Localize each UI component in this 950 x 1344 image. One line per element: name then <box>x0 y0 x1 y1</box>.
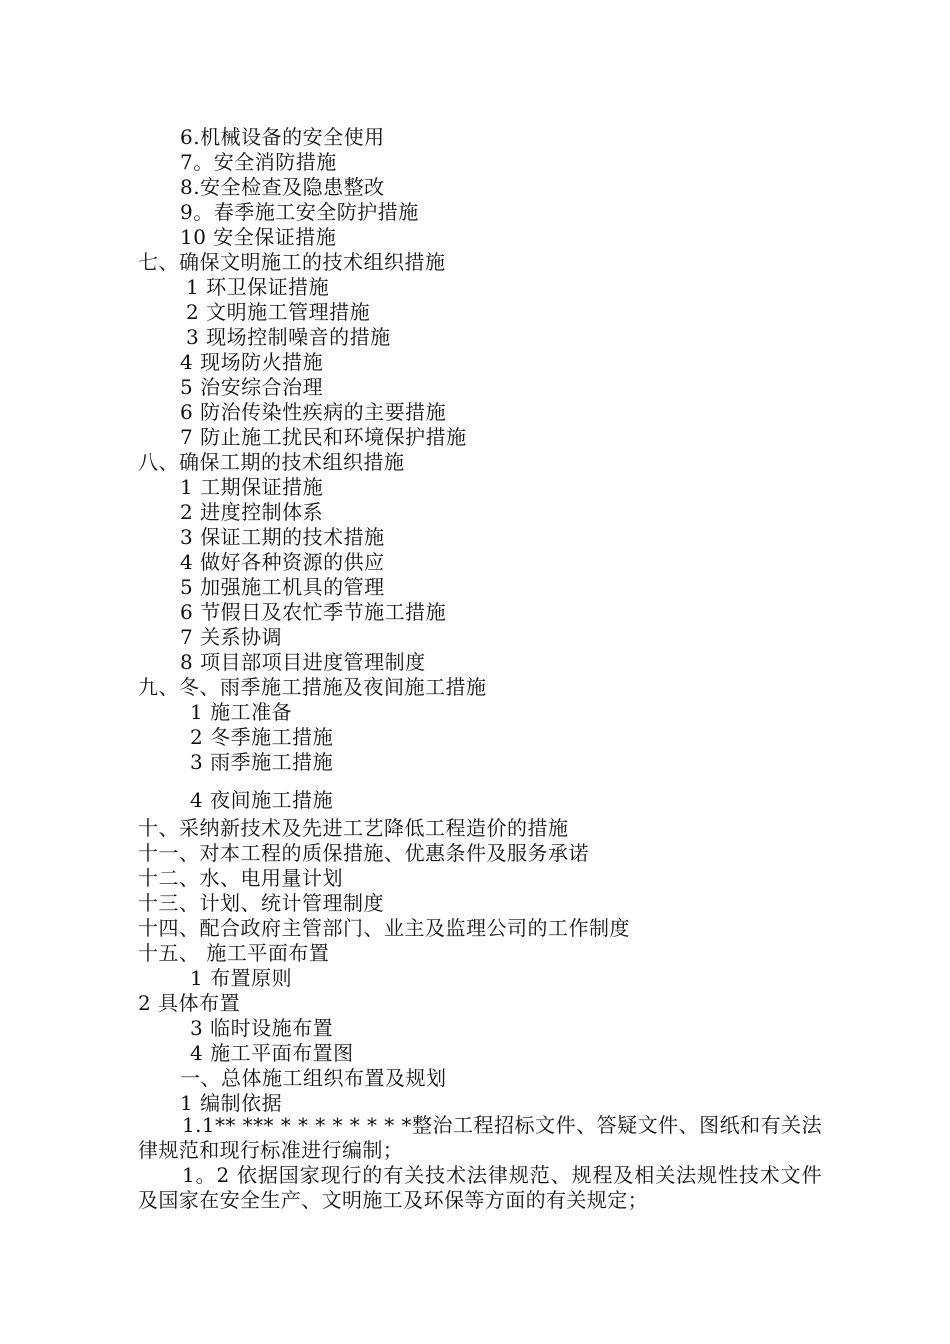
toc-item-preparation: 1 施工准备 <box>190 700 293 724</box>
toc-section-8-heading: 八、确保工期的技术组织措施 <box>138 450 405 474</box>
paragraph-1-1: 1.1** *** * * * * * * * *整治工程招标文件、答疑文件、图纸和有关法律规范和现行标准进行编制； <box>138 1113 822 1162</box>
toc-item-public-security: 5 治安综合治理 <box>180 375 324 399</box>
toc-item-noise-control: 3 现场控制噪音的措施 <box>186 325 391 349</box>
toc-item-site-plan: 4 施工平面布置图 <box>190 1041 354 1065</box>
toc-item-holiday-construction: 6 节假日及农忙季节施工措施 <box>180 600 447 624</box>
toc-section-7-heading: 七、确保文明施工的技术组织措施 <box>138 250 446 274</box>
paragraph-1-2: 1。2 依据国家现行的有关技术法律规范、规程及相关法规性技术文件及国家在安全生产、文明施工及环保等方面的有关规定； <box>138 1163 822 1212</box>
toc-item-winter-construction: 2 冬季施工措施 <box>190 725 334 749</box>
toc-item-civilized-management: 2 文明施工管理措施 <box>186 300 371 324</box>
toc-item-temporary-facilities: 3 临时设施布置 <box>190 1016 334 1040</box>
toc-item-schedule-guarantee: 1 工期保证措施 <box>180 475 324 499</box>
toc-item-rainy-construction: 3 雨季施工措施 <box>190 750 334 774</box>
chapter-1-heading: 一、总体施工组织布置及规划 <box>180 1066 447 1090</box>
toc-item-layout-principle: 1 布置原则 <box>190 966 293 990</box>
toc-item-progress-system: 8 项目部项目进度管理制度 <box>180 650 426 674</box>
toc-section-15-heading: 十五、 施工平面布置 <box>138 941 330 965</box>
toc-section-10-heading: 十、采纳新技术及先进工艺降低工程造价的措施 <box>138 816 569 840</box>
toc-item-coordination: 7 关系协调 <box>180 625 283 649</box>
toc-item-9-spring-safety: 9。春季施工安全防护措施 <box>180 200 419 224</box>
toc-section-9-heading: 九、冬、雨季施工措施及夜间施工措施 <box>138 675 487 699</box>
toc-item-7-fire-protection: 7。安全消防措施 <box>180 150 337 174</box>
toc-item-equipment-management: 5 加强施工机具的管理 <box>180 575 385 599</box>
toc-section-14-heading: 十四、配合政府主管部门、业主及监理公司的工作制度 <box>138 916 630 940</box>
toc-section-13-heading: 十三、计划、统计管理制度 <box>138 891 384 915</box>
section-compilation-basis: 1 编制依据 <box>180 1091 283 1115</box>
toc-item-specific-layout: 2 具体布置 <box>138 991 241 1015</box>
toc-item-fire-prevention: 4 现场防火措施 <box>180 350 324 374</box>
toc-item-environment-protection: 7 防止施工扰民和环境保护措施 <box>180 425 467 449</box>
toc-item-schedule-technical: 3 保证工期的技术措施 <box>180 525 385 549</box>
toc-item-disease-prevention: 6 防治传染性疾病的主要措施 <box>180 400 447 424</box>
toc-item-8-safety-inspection: 8.安全检查及隐患整改 <box>180 175 385 199</box>
toc-item-6-machinery-safety: 6.机械设备的安全使用 <box>180 125 385 149</box>
toc-section-11-heading: 十一、对本工程的质保措施、优惠条件及服务承诺 <box>138 841 589 865</box>
toc-item-10-safety-guarantee: 10 安全保证措施 <box>180 225 337 249</box>
toc-item-sanitation: 1 环卫保证措施 <box>186 275 330 299</box>
toc-item-progress-control: 2 进度控制体系 <box>180 500 324 524</box>
toc-section-12-heading: 十二、水、电用量计划 <box>138 866 343 890</box>
toc-item-resource-supply: 4 做好各种资源的供应 <box>180 550 385 574</box>
toc-item-night-construction: 4 夜间施工措施 <box>190 788 334 812</box>
